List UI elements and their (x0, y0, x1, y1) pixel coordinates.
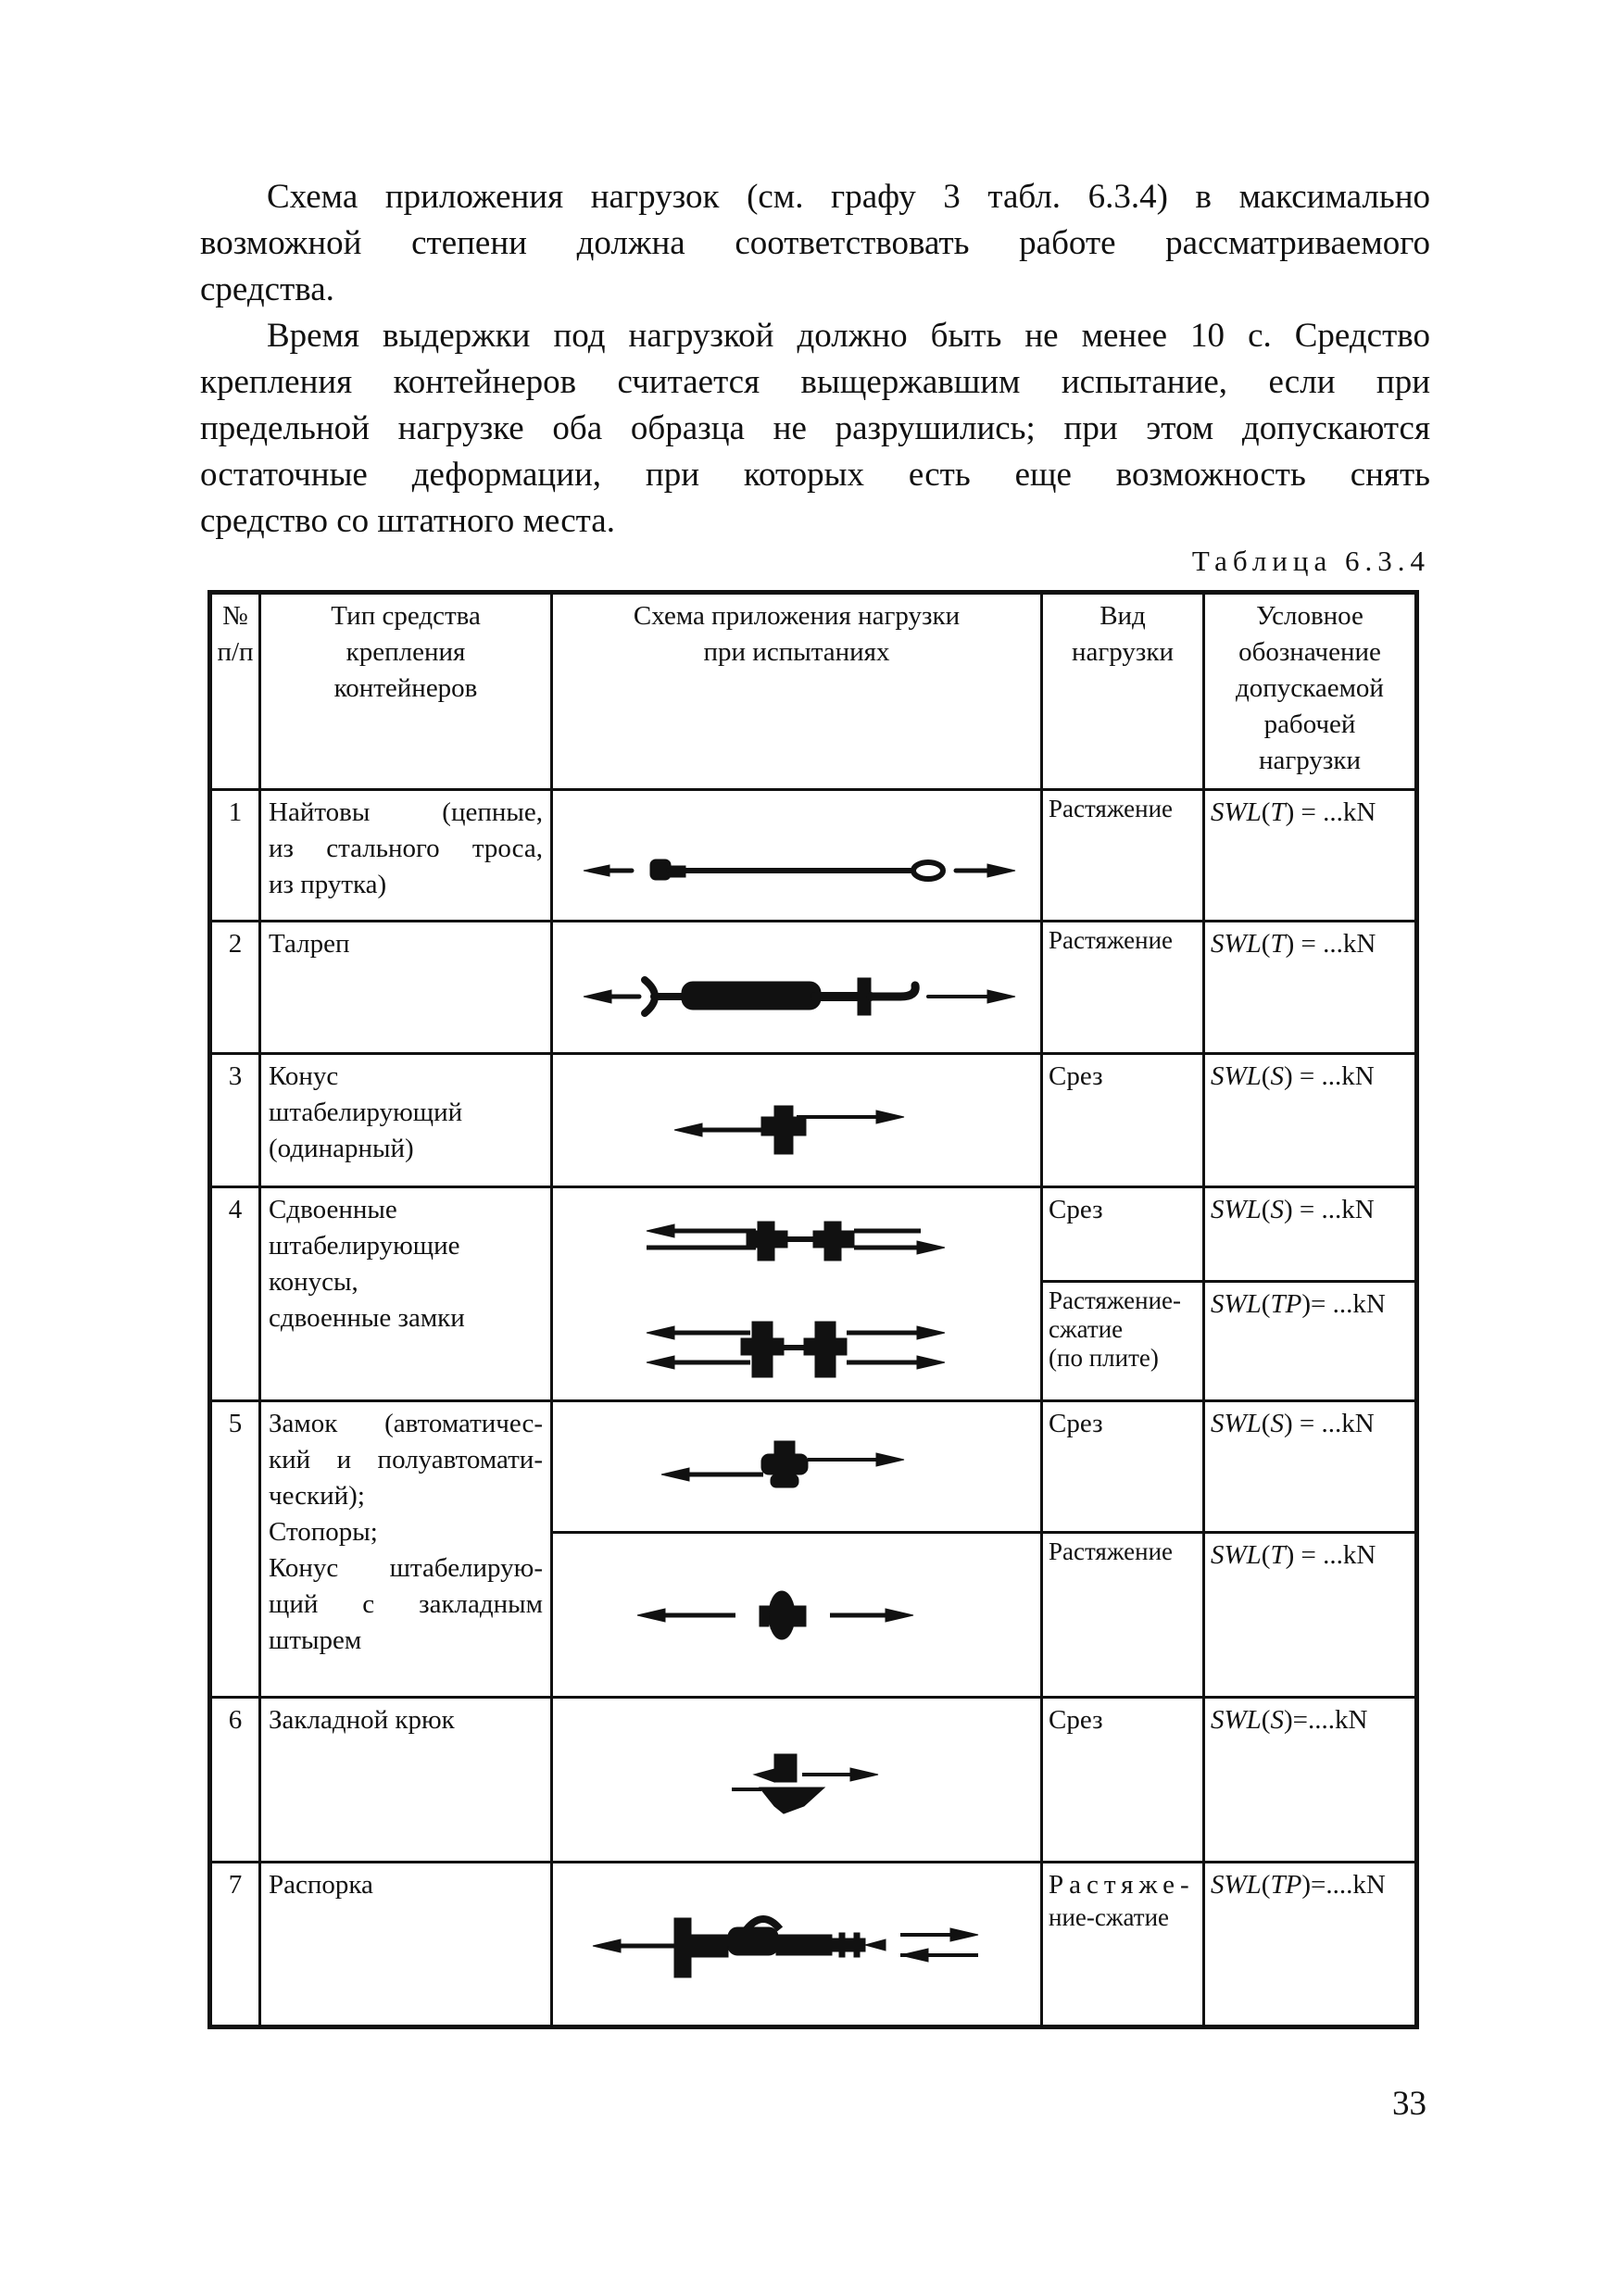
row-load: Срез (1042, 1698, 1204, 1863)
row-num: 5 (210, 1401, 260, 1698)
table-row (210, 1863, 1417, 2027)
row-load: Растяжение (1042, 790, 1204, 922)
type-line: штырем (269, 1625, 362, 1655)
row-type (260, 1054, 552, 1187)
type-line: конусы, (269, 1267, 358, 1297)
text-line: Схема приложения нагрузок (см. графу 3 табл. 6.3.4) в максимально (267, 178, 1430, 216)
table-row (210, 1187, 1417, 1282)
swl-arg: S (1270, 1195, 1284, 1224)
swl-value: = ...kN (1292, 1195, 1375, 1224)
swl-value: = ...kN (1292, 1061, 1375, 1091)
row-num: 6 (210, 1698, 260, 1863)
row-scheme (552, 1401, 1042, 1533)
row-designation: SWL(T) = ...kN (1204, 922, 1417, 1054)
paragraph-1 (200, 174, 1430, 313)
type-line: Замок (автоматичес- (269, 1409, 543, 1438)
header-designation (1204, 593, 1417, 790)
header-line: контейнеров (333, 673, 478, 703)
swl-arg: T (1270, 797, 1286, 827)
table-row (210, 1401, 1417, 1533)
load-line: (по плите) (1049, 1344, 1159, 1373)
text-line: остаточные деформации, при которых есть еще возможность снять (200, 456, 1430, 494)
type-line: (одинарный) (269, 1134, 414, 1163)
header-line: № (222, 601, 248, 631)
load-line: сжатие (1049, 1315, 1124, 1344)
page-number: 33 (1392, 2085, 1426, 2123)
type-line: ческий); (269, 1481, 365, 1511)
load-scheme-table (207, 590, 1419, 2029)
row-scheme (552, 1533, 1042, 1698)
load-line: ние-сжатие (1049, 1903, 1170, 1931)
row-designation: SWL(S) = ...kN (1204, 1401, 1417, 1533)
load-line: Растяжение- (1049, 1286, 1182, 1315)
header-line: при испытаниях (703, 637, 890, 667)
header-line: нагрузки (1072, 637, 1174, 667)
row-scheme (552, 790, 1042, 922)
type-line: из прутка) (269, 870, 387, 899)
swl-label: SWL (1211, 1870, 1262, 1900)
lashing-chain-icon (565, 793, 1028, 919)
text-line: Время выдержки под нагрузкой должно быть не менее 10 с. Средство (267, 317, 1430, 355)
hook-icon (565, 1717, 1028, 1843)
row-scheme (552, 1187, 1042, 1401)
swl-value: = ...kN (1310, 1289, 1386, 1320)
row-scheme (552, 1054, 1042, 1187)
double-cone-shear-icon (565, 1188, 1028, 1281)
type-line: Талреп (269, 929, 350, 959)
row-load: Растяжение (1042, 1533, 1204, 1698)
type-line: сдвоенные замки (269, 1303, 465, 1333)
turnbuckle-icon (565, 924, 1028, 1050)
swl-arg: TP (1270, 1289, 1302, 1320)
header-line: обозначение (1238, 637, 1381, 667)
swl-label: SWL (1211, 1289, 1262, 1320)
swl-value: =....kN (1292, 1705, 1368, 1735)
table-row (210, 1054, 1417, 1187)
row-scheme (552, 1863, 1042, 2027)
type-line: Конус (269, 1061, 339, 1091)
type-line: щий с закладным (269, 1589, 543, 1619)
header-line: рабочей (1263, 709, 1356, 739)
swl-label: SWL (1211, 1540, 1262, 1570)
load-line: Растяже- (1049, 1870, 1195, 1900)
row-load: Срез (1042, 1187, 1204, 1282)
row-load: Срез (1042, 1401, 1204, 1533)
swl-value: = ...kN (1294, 929, 1376, 959)
type-line: Найтовы (цепные, (269, 797, 543, 827)
row-type (260, 1401, 552, 1698)
row-designation: SWL(S)=....kN (1204, 1698, 1417, 1863)
row-type (260, 1863, 552, 2027)
header-line: Схема приложения нагрузки (633, 601, 961, 631)
row-load (1042, 1863, 1204, 2027)
type-line: кий и полуавтомати- (269, 1445, 543, 1474)
twistlock-tension-icon (565, 1552, 1028, 1678)
header-line: Вид (1100, 601, 1146, 631)
header-num (210, 593, 260, 790)
swl-arg: TP (1270, 1870, 1302, 1900)
type-line: Конус штабелирую- (269, 1553, 543, 1583)
row-type (260, 1698, 552, 1863)
swl-value: =....kN (1310, 1870, 1386, 1900)
table-row (210, 790, 1417, 922)
twistlock-shear-icon (565, 1404, 1028, 1530)
double-cone-tension-icon (565, 1298, 1028, 1399)
table-header-row (210, 593, 1417, 790)
header-load (1042, 593, 1204, 790)
type-line: Стопоры; (269, 1517, 378, 1547)
type-line: штабелирующий (269, 1098, 463, 1127)
row-num: 7 (210, 1863, 260, 2027)
swl-value: = ...kN (1292, 1409, 1375, 1438)
single-cone-icon (565, 1058, 1028, 1184)
swl-label: SWL (1211, 797, 1262, 827)
header-line: нагрузки (1259, 746, 1361, 775)
strut-icon (565, 1881, 1028, 2007)
table-caption: Таблица 6.3.4 (1191, 545, 1430, 577)
row-designation: SWL(T) = ...kN (1204, 790, 1417, 922)
row-num: 3 (210, 1054, 260, 1187)
swl-arg: S (1270, 1061, 1284, 1091)
swl-arg: T (1270, 929, 1286, 959)
swl-arg: S (1270, 1705, 1284, 1735)
header-line: крепления (346, 637, 466, 667)
table-row (210, 1698, 1417, 1863)
swl-value: = ...kN (1294, 1540, 1376, 1570)
text-line: средства. (200, 270, 334, 308)
row-scheme (552, 1698, 1042, 1863)
type-line: штабелирующие (269, 1231, 460, 1261)
header-line: допускаемой (1236, 673, 1384, 703)
header-scheme (552, 593, 1042, 790)
row-designation: SWL(TP)=....kN (1204, 1863, 1417, 2027)
type-line: Сдвоенные (269, 1195, 397, 1224)
row-designation: SWL(S) = ...kN (1204, 1187, 1417, 1282)
row-designation: SWL(TP)= ...kN (1204, 1282, 1417, 1401)
row-scheme (552, 922, 1042, 1054)
header-line: Условное (1256, 601, 1363, 631)
swl-label: SWL (1211, 1195, 1262, 1224)
text-line: крепления контейнеров считается выщержавшим испытание, если при (200, 363, 1430, 401)
swl-label: SWL (1211, 929, 1262, 959)
header-line: п/п (217, 637, 254, 667)
row-designation: SWL(S) = ...kN (1204, 1054, 1417, 1187)
swl-label: SWL (1211, 1409, 1262, 1438)
swl-arg: S (1270, 1409, 1284, 1438)
text-line: возможной степени должна соответствовать работе рассматриваемого (200, 224, 1430, 262)
row-num: 1 (210, 790, 260, 922)
row-load: Срез (1042, 1054, 1204, 1187)
row-type (260, 1187, 552, 1401)
row-type (260, 790, 552, 922)
type-line: из стального троса, (269, 834, 543, 863)
row-load (1042, 1282, 1204, 1401)
type-line: Распорка (269, 1870, 373, 1900)
row-designation: SWL(T) = ...kN (1204, 1533, 1417, 1698)
header-line: Тип средства (331, 601, 481, 631)
row-type (260, 922, 552, 1054)
swl-value: = ...kN (1294, 797, 1376, 827)
row-load: Растяжение (1042, 922, 1204, 1054)
header-type (260, 593, 552, 790)
swl-label: SWL (1211, 1061, 1262, 1091)
swl-arg: T (1270, 1540, 1286, 1570)
paragraph-2 (200, 313, 1430, 545)
row-num: 4 (210, 1187, 260, 1401)
row-num: 2 (210, 922, 260, 1054)
type-line: Закладной крюк (269, 1705, 455, 1735)
text-line: предельной нагрузке оба образца не разрушились; при этом допускаются (200, 409, 1430, 447)
table-row (210, 922, 1417, 1054)
text-line: средство со штатного места. (200, 502, 615, 540)
swl-label: SWL (1211, 1705, 1262, 1735)
